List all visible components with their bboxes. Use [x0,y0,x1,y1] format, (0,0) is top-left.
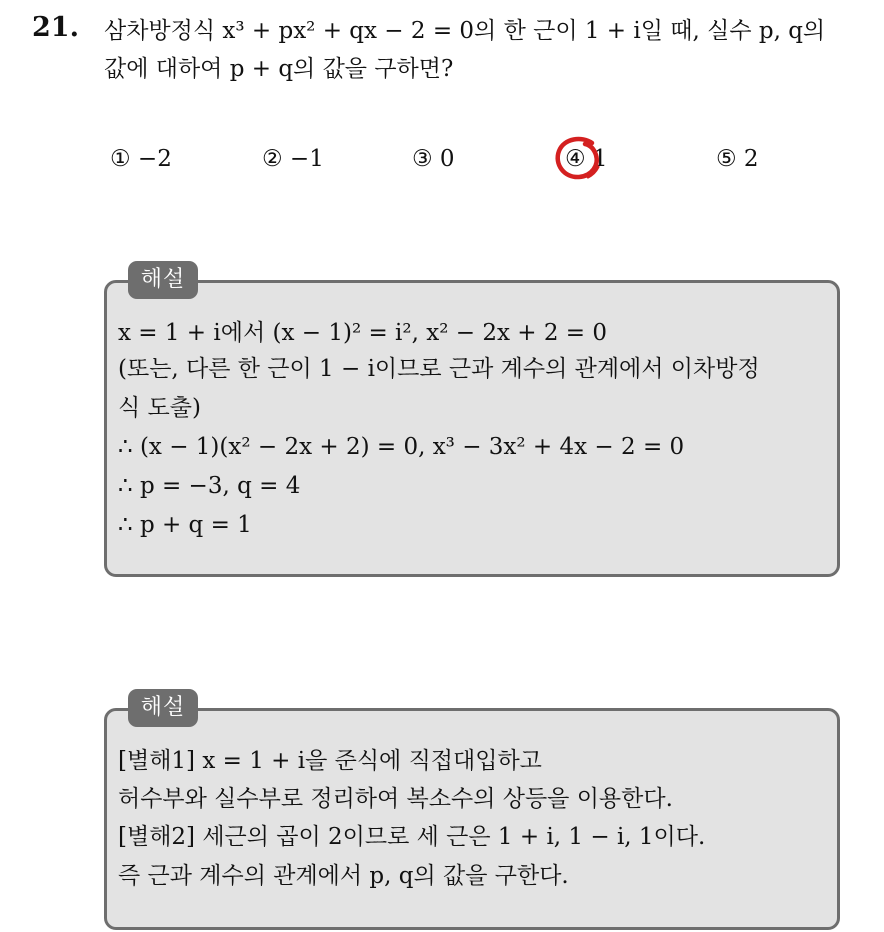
choice-5[interactable]: ⑤ 2 [716,146,759,172]
choice-3[interactable]: ③ 0 [412,146,455,172]
solution-tag-2: 해설 [128,689,198,727]
solution-1-line-1: x = 1 + i에서 (x − 1)² = i², x² − 2x + 2 = 0 [118,320,607,346]
solution-2-line-4: 즉 근과 계수의 관계에서 p, q의 값을 구한다. [118,863,569,889]
solution-2-line-1: [별해1] x = 1 + i을 준식에 직접대입하고 [118,748,542,774]
solution-1-line-3: 식 도출) [118,395,201,421]
choice-2[interactable]: ② −1 [262,146,324,172]
choice-4[interactable]: ④ 1 [565,146,608,172]
question-text-line-1: 삼차방정식 x³ + px² + qx − 2 = 0의 한 근이 1 + i일 때, 실수 p, q의 [104,18,826,44]
solution-tag-1: 해설 [128,261,198,299]
question-text-line-2: 값에 대하여 p + q의 값을 구하면? [104,56,454,82]
solution-1-line-6: ∴ p + q = 1 [118,512,252,538]
solution-2-line-2: 허수부와 실수부로 정리하여 복소수의 상등을 이용한다. [118,786,673,812]
choice-1[interactable]: ① −2 [110,146,172,172]
solution-1-line-5: ∴ p = −3, q = 4 [118,473,301,499]
solution-2-line-3: [별해2] 세근의 곱이 2이므로 세 근은 1 + i, 1 − i, 1이다. [118,824,706,850]
answer-mark-circle-icon [552,133,604,185]
solution-1-line-2: (또는, 다른 한 근이 1 − i이므로 근과 계수의 관계에서 이차방정 [118,356,760,382]
solution-1-line-4: ∴ (x − 1)(x² − 2x + 2) = 0, x³ − 3x² + 4x − 2 = 0 [118,434,685,460]
question-number: 21. [32,12,79,43]
solution-box-2 [104,708,840,930]
